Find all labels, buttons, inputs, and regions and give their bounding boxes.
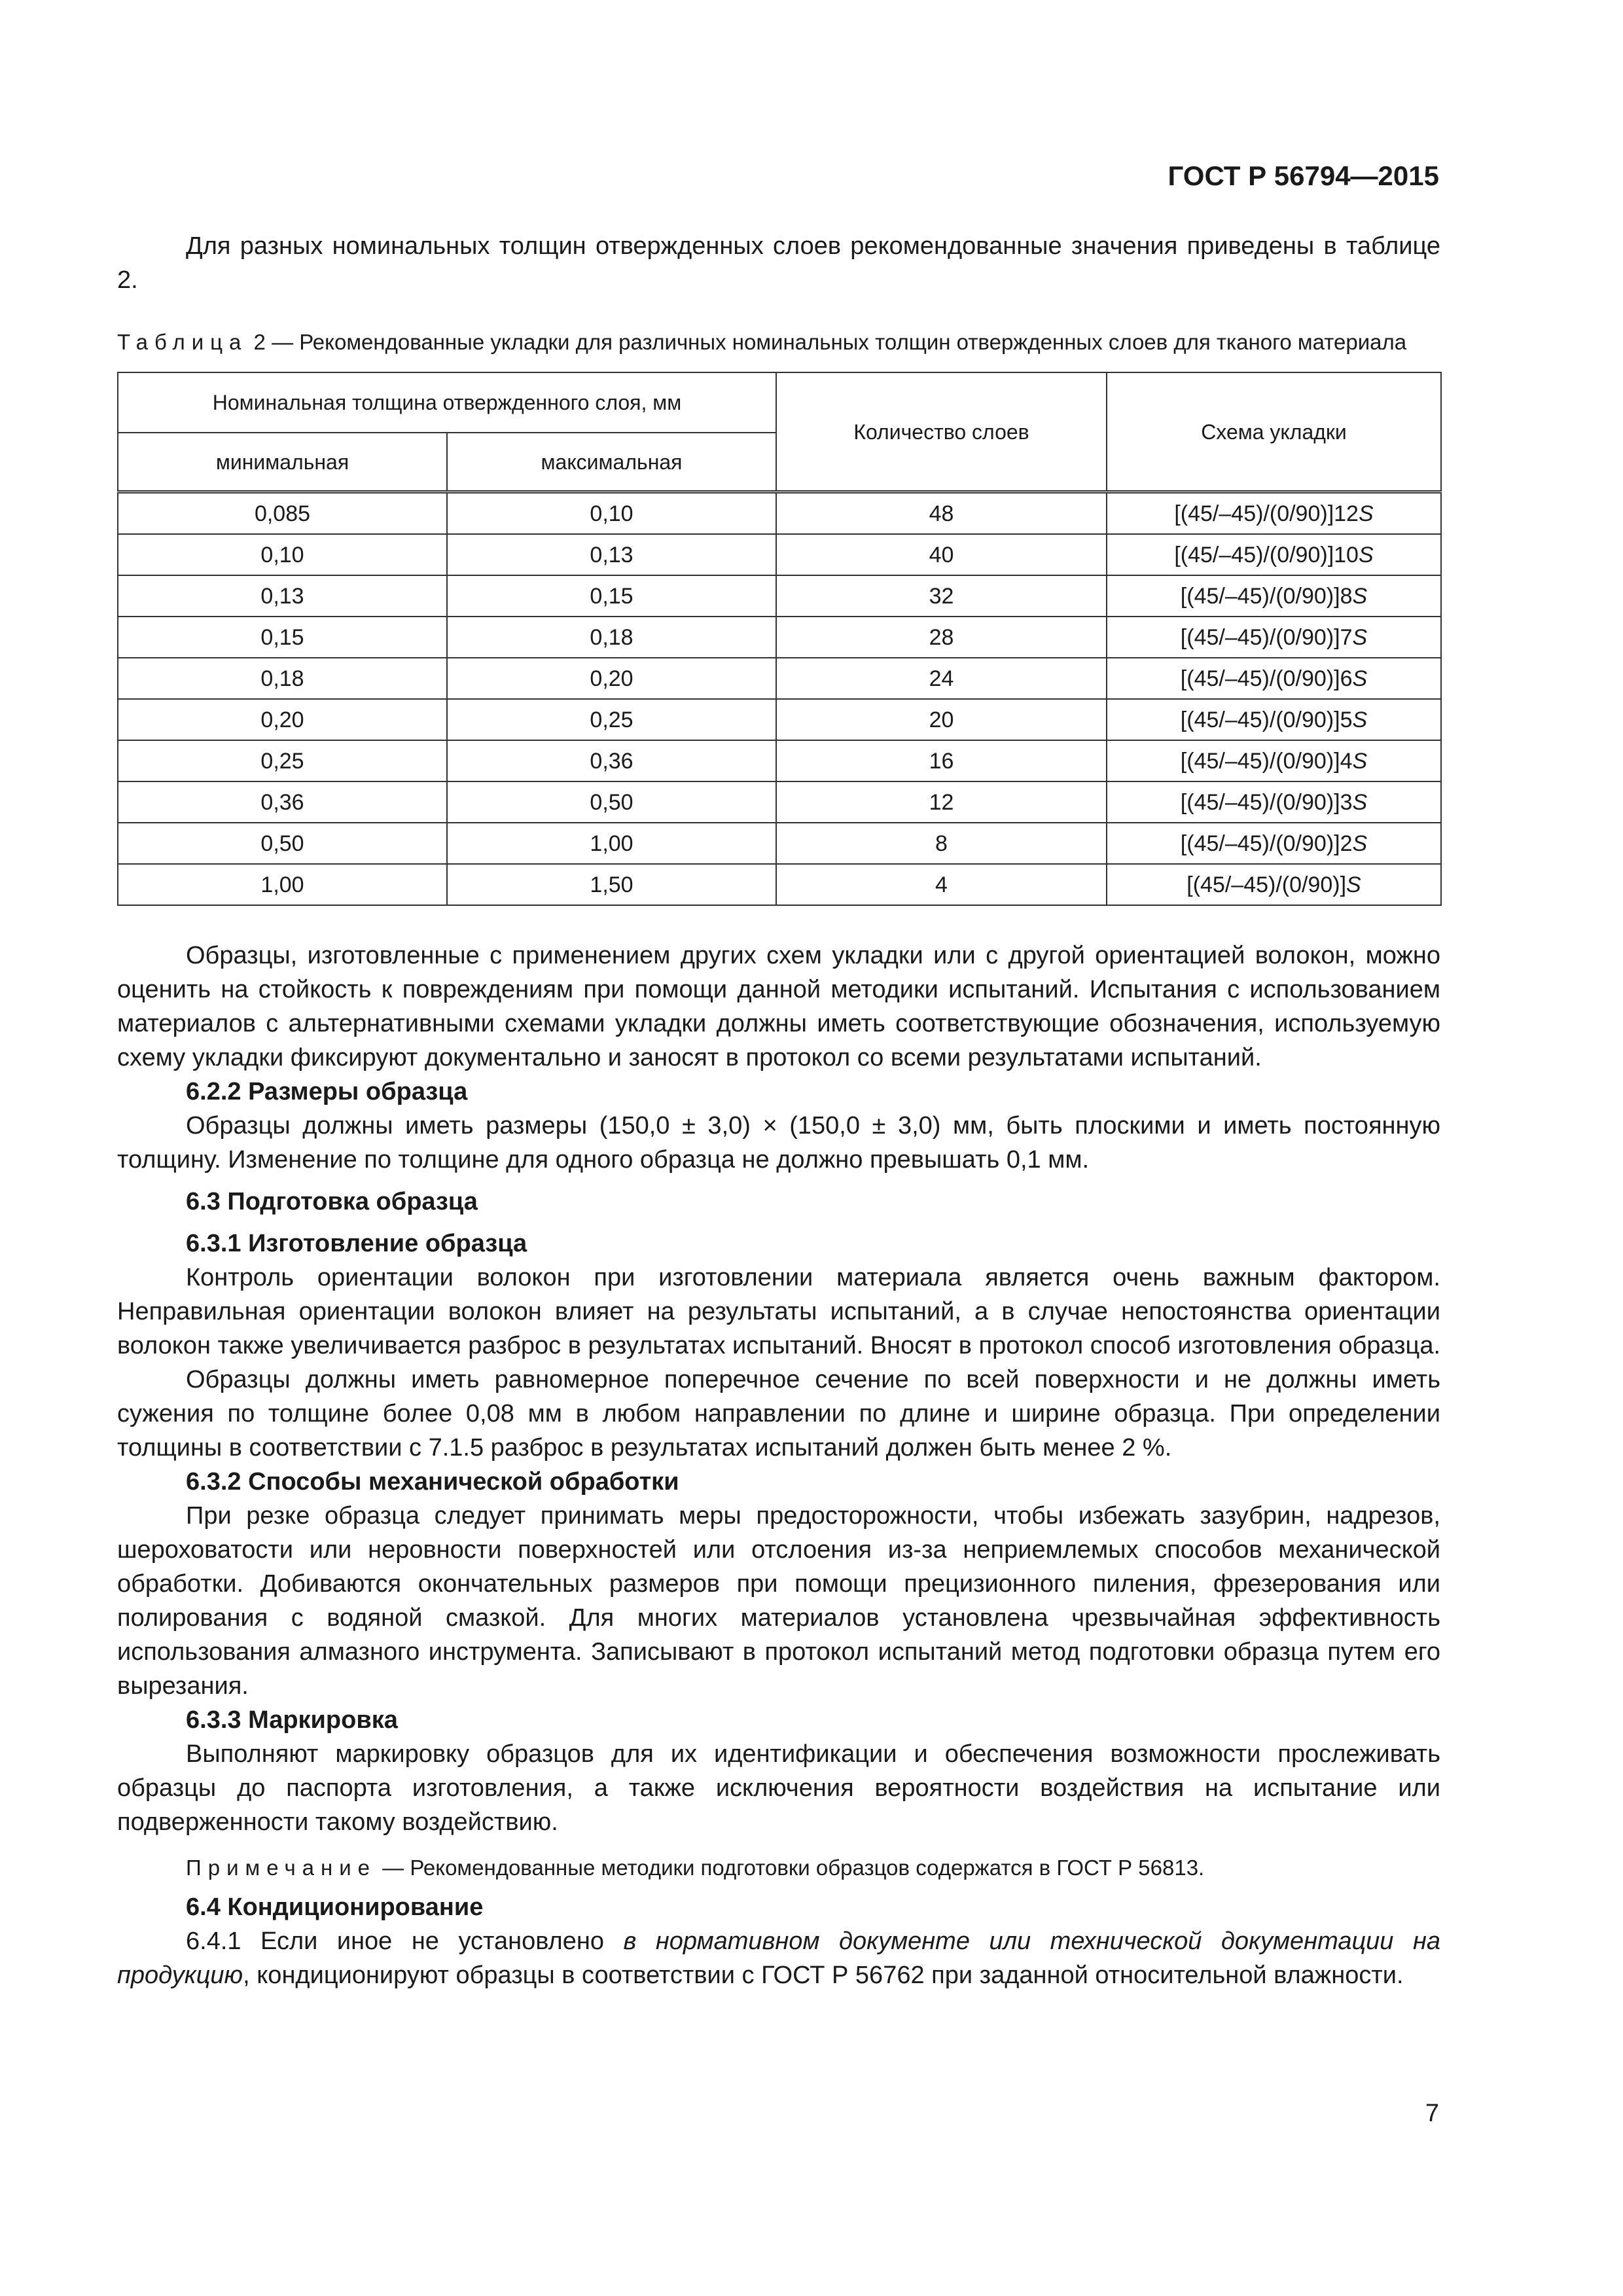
section-6-4-title: 6.4 Кондиционирование [186, 1893, 484, 1921]
table-row [118, 699, 1441, 740]
layup-table [117, 372, 1442, 906]
table-row [118, 740, 1441, 781]
note [117, 1854, 1440, 1882]
cell-min: 0,36 [118, 781, 447, 823]
table-row [118, 823, 1441, 864]
scheme-text: [(45/–45)/(0/90)]10 [1174, 542, 1359, 567]
table-row [118, 575, 1441, 617]
scheme-suffix: S [1352, 666, 1368, 691]
cell-layers: 40 [776, 534, 1107, 575]
scheme-suffix: S [1352, 624, 1368, 650]
scheme-suffix: S [1358, 501, 1374, 526]
scheme-suffix: S [1352, 707, 1368, 732]
header-min: минимальная [118, 433, 447, 492]
cell-scheme [1107, 617, 1441, 658]
header-layer-count: Количество слоев [776, 372, 1107, 492]
section-6-4-1-lead: 6.4.1 Если иное не установлено [186, 1928, 624, 1955]
cell-scheme [1107, 575, 1441, 617]
document-id: ГОСТ Р 56794—2015 [1168, 160, 1439, 191]
cell-scheme [1107, 781, 1441, 823]
table-row [118, 658, 1441, 699]
scheme-suffix: S [1352, 583, 1368, 609]
cell-min: 0,50 [118, 823, 447, 864]
cell-layers: 4 [776, 864, 1107, 905]
cell-layers: 48 [776, 492, 1107, 535]
scheme-text: [(45/–45)/(0/90)]12 [1174, 501, 1359, 526]
page-content [117, 229, 1440, 1992]
table-body [118, 492, 1441, 906]
page-number: 7 [1425, 2100, 1439, 2127]
cell-max: 0,20 [447, 658, 776, 699]
cell-max: 0,15 [447, 575, 776, 617]
cell-min: 0,20 [118, 699, 447, 740]
cell-scheme [1107, 864, 1441, 905]
cell-min: 0,25 [118, 740, 447, 781]
note-word: Примечание [186, 1856, 377, 1880]
scheme-text: [(45/–45)/(0/90)]5 [1180, 707, 1353, 732]
table-caption [117, 329, 1440, 356]
table-row [118, 864, 1441, 905]
table-caption-text: 2 — Рекомендованные укладки для различных номинальных толщин отвержденных слоев для тканого материала [247, 330, 1407, 354]
cell-layers: 20 [776, 699, 1107, 740]
scheme-suffix: S [1358, 542, 1374, 567]
section-6-3-title: 6.3 Подготовка образца [186, 1188, 478, 1215]
scheme-text: [(45/–45)/(0/90)]2 [1180, 831, 1353, 856]
table-caption-word: Таблица [117, 330, 248, 354]
cell-max: 1,50 [447, 864, 776, 905]
scheme-text: [(45/–45)/(0/90)]7 [1180, 624, 1353, 650]
section-6-4-1-text [117, 1924, 1440, 1992]
cell-max: 0,36 [447, 740, 776, 781]
samples-paragraph: Образцы, изготовленные с применением других схем укладки или с другой ориентацией волокон, можно оценить на стойкость к повреждениям при помощи данной методики испытаний. Испытания с использованием материалов с альтернативными схемами укладки должны иметь соответствующие обозначения, используемую схему укладки фиксируют документально и заносят в протокол со всеми результатами испытаний. [117, 942, 1440, 1071]
section-6-3-3-text: Выполняют маркировку образцов для их идентификации и обеспечения возможности прослеживать образцы до паспорта изготовления, а также исключения вероятности воздействия на испытание или подверженности такому воздействию. [117, 1740, 1440, 1836]
cell-scheme [1107, 658, 1441, 699]
cell-max: 0,13 [447, 534, 776, 575]
cell-scheme [1107, 823, 1441, 864]
cell-min: 0,13 [118, 575, 447, 617]
section-6-3-1-text-1: Контроль ориентации волокон при изготовлении материала является очень важным фактором. Неправильная ориентации волокон влияет на результаты испытаний, а в случае непостоянства ориентации волокон также увеличивается разброс в результатах испытаний. Вносят в протокол способ изготовления образца. [117, 1264, 1441, 1359]
intro-paragraph: Для разных номинальных толщин отвержденных слоев рекомендованные значения приведены в таблице 2. [117, 232, 1440, 294]
table-row [118, 781, 1441, 823]
scheme-text: [(45/–45)/(0/90)] [1186, 872, 1347, 897]
section-6-2-2-text: Образцы должны иметь размеры (150,0 ± 3,0) × (150,0 ± 3,0) мм, быть плоскими и иметь постоянную толщину. Изменение по толщине для одного образца не должно превышать 0,1 мм. [117, 1112, 1440, 1174]
scheme-suffix: S [1352, 748, 1368, 774]
cell-max: 0,10 [447, 492, 776, 535]
section-6-3-2-title: 6.3.2 Способы механической обработки [186, 1468, 679, 1496]
cell-max: 0,18 [447, 617, 776, 658]
cell-scheme [1107, 740, 1441, 781]
scheme-text: [(45/–45)/(0/90)]3 [1180, 789, 1353, 815]
section-6-3-3-title: 6.3.3 Маркировка [186, 1706, 398, 1734]
cell-layers: 32 [776, 575, 1107, 617]
cell-layers: 28 [776, 617, 1107, 658]
table-row [118, 492, 1441, 535]
scheme-text: [(45/–45)/(0/90)]6 [1180, 666, 1353, 691]
scheme-text: [(45/–45)/(0/90)]8 [1180, 583, 1353, 609]
header-nominal-thickness: Номинальная толщина отвержденного слоя, мм [118, 372, 776, 433]
cell-scheme [1107, 534, 1441, 575]
cell-min: 0,18 [118, 658, 447, 699]
cell-min: 0,085 [118, 492, 447, 535]
section-6-2-2-title: 6.2.2 Размеры образца [186, 1078, 468, 1105]
cell-max: 0,50 [447, 781, 776, 823]
section-6-3-2-text: При резке образца следует принимать меры предосторожности, чтобы избежать зазубрин, надрезов, шероховатости или неровности поверхностей или отслоения из-за неприемлемых способов механической обработки. Добиваются окончательных размеров при помощи прецизионного пиления, фрезерования или полирования с водяной смазкой. Для многих материалов установлена чрезвычайная эффективность использования алмазного инструмента. Записывают в протокол испытаний метод подготовки образца путем его вырезания. [117, 1502, 1440, 1700]
cell-scheme [1107, 492, 1441, 535]
note-text: — Рекомендованные методики подготовки образцов содержатся в ГОСТ Р 56813. [376, 1856, 1205, 1880]
cell-min: 0,10 [118, 534, 447, 575]
scheme-suffix: S [1346, 872, 1361, 897]
table-row [118, 617, 1441, 658]
cell-layers: 8 [776, 823, 1107, 864]
header-max: максимальная [447, 433, 776, 492]
cell-min: 0,15 [118, 617, 447, 658]
header-layup-scheme: Схема укладки [1107, 372, 1441, 492]
cell-scheme [1107, 699, 1441, 740]
table-row [118, 534, 1441, 575]
scheme-suffix: S [1352, 789, 1368, 815]
scheme-text: [(45/–45)/(0/90)]4 [1180, 748, 1353, 774]
section-6-3-1-title: 6.3.1 Изготовление образца [186, 1230, 527, 1257]
cell-max: 1,00 [447, 823, 776, 864]
cell-min: 1,00 [118, 864, 447, 905]
cell-layers: 24 [776, 658, 1107, 699]
scheme-suffix: S [1352, 831, 1368, 856]
section-6-4-1-italic: в нормативном документе или технической документации на продукцию [117, 1928, 1440, 1989]
section-6-3-1-text-2: Образцы должны иметь равномерное поперечное сечение по всей поверхности и не должны иметь сужения по толщине более 0,08 мм в любом направлении по длине и ширине образца. При определении толщины в соответствии с 7.1.5 разброс в результатах испытаний должен быть менее 2 %. [117, 1366, 1440, 1462]
cell-max: 0,25 [447, 699, 776, 740]
cell-layers: 12 [776, 781, 1107, 823]
section-6-4-1-tail: , кондиционируют образцы в соответствии с ГОСТ Р 56762 при заданной относительной влажности. [243, 1962, 1404, 1989]
cell-layers: 16 [776, 740, 1107, 781]
